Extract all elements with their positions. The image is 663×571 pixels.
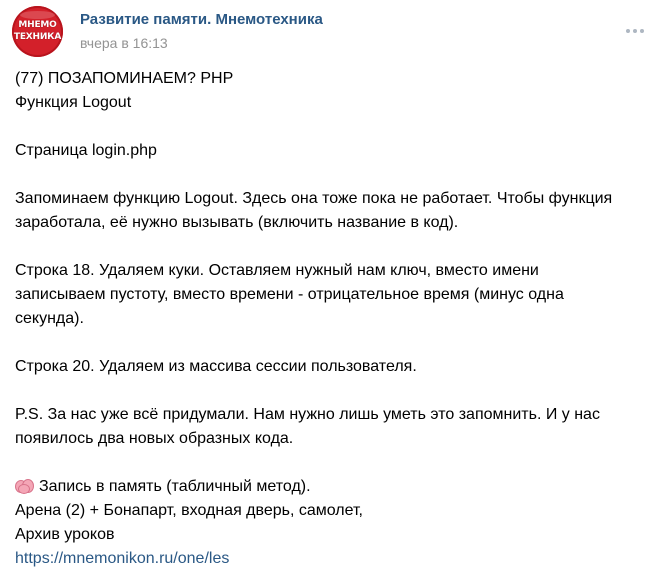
memory-line (15, 475, 645, 499)
avatar-logo-line-1: МНЕМО (18, 20, 57, 30)
paragraph-gap (15, 115, 645, 139)
lessons-link-line (15, 547, 645, 571)
paragraph-3: Строка 20. Удаляем из массива сессии пользователя. (15, 358, 417, 375)
lessons-link[interactable]: https://mnemonikon.ru/one/les (15, 550, 230, 567)
post-subtitle: Функция Logout (15, 94, 132, 111)
group-name-link[interactable]: Развитие памяти. Мнемотехника (80, 11, 323, 28)
brain-icon (15, 478, 33, 493)
more-dot (633, 29, 637, 33)
post-time-link[interactable]: вчера в 16:13 (80, 35, 168, 51)
paragraph-1-line-1: Запоминаем функцию Logout. Здесь она тоже пока не работает. Чтобы функция (15, 190, 613, 207)
archive-line: Архив уроков (15, 526, 115, 543)
arena-line: Арена (2) + Бонапарт, входная дверь, самолет, (15, 502, 363, 519)
avatar-shine (20, 11, 55, 19)
post-title: (77) ПОЗАПОМИНАЕМ? PHP (15, 70, 234, 87)
paragraph-gap (15, 451, 645, 475)
paragraph-gap (15, 235, 645, 259)
avatar-logo-line-2: ТЕХНИКА (13, 32, 62, 42)
ps-line-1: P.S. За нас уже всё придумали. Нам нужно лишь уметь это запомнить. И у нас (15, 406, 600, 423)
paragraph-2-line-3: секунда). (15, 310, 84, 327)
ps-line-2: появилось два новых образных кода. (15, 430, 294, 447)
group-avatar[interactable] (12, 6, 63, 57)
more-horizontal-icon[interactable] (622, 22, 648, 40)
paragraph-2-line-1: Строка 18. Удаляем куки. Оставляем нужный нам ключ, вместо имени (15, 262, 539, 279)
paragraph-1-line-2: заработала, её нужно вызывать (включить название в код). (15, 214, 459, 231)
paragraph-gap (15, 331, 645, 355)
memory-text: Запись в память (табличный метод). (39, 478, 311, 495)
post-text (15, 67, 645, 571)
paragraph-gap (15, 379, 645, 403)
paragraph-gap (15, 163, 645, 187)
paragraph-2-line-2: записываем пустоту, вместо времени - отрицательное время (минус одна (15, 286, 564, 303)
more-dot (640, 29, 644, 33)
post-page: Страница login.php (15, 142, 157, 159)
more-dot (626, 29, 630, 33)
